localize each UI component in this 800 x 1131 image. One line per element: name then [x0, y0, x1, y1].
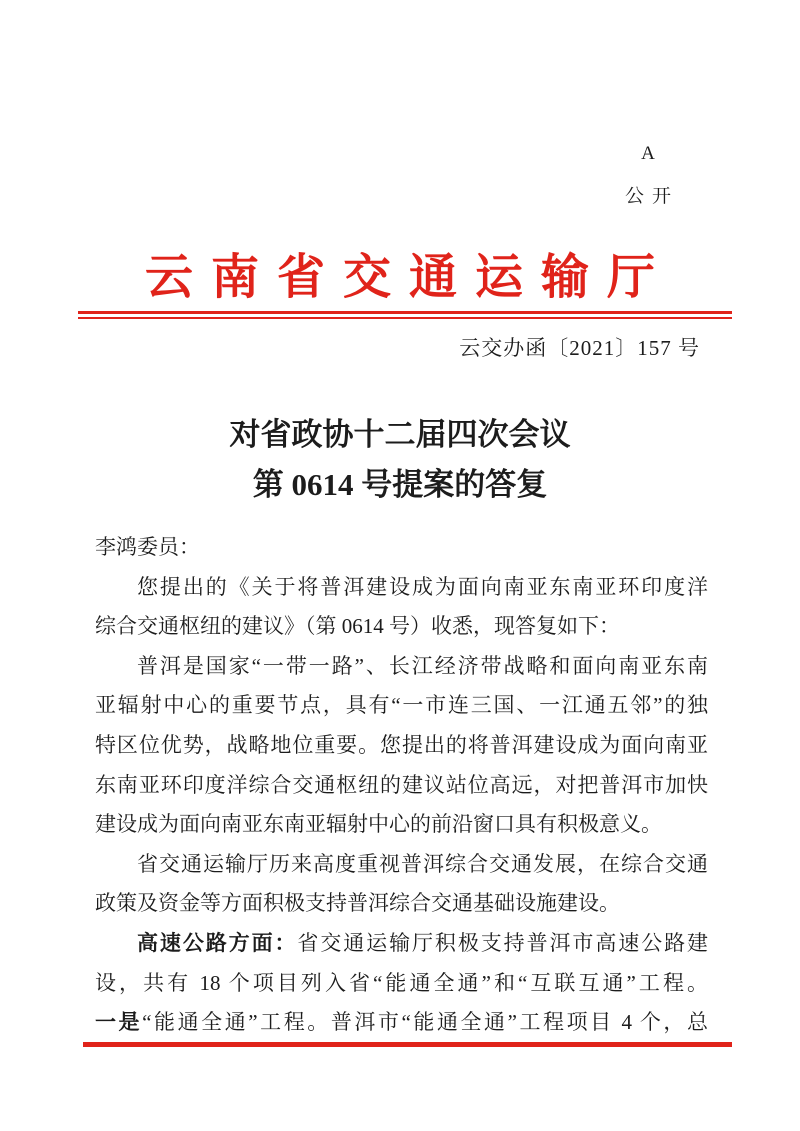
body-line	[95, 964, 708, 1004]
body-text-run: 设，共有 18 个项目列入省“能通全通”和“互联互通”工程。	[95, 970, 708, 995]
body-line	[95, 607, 708, 647]
document-number: 云交办函〔2021〕157 号	[459, 336, 700, 360]
body-line	[95, 805, 708, 845]
body-text-run: “能通全通”工程。普洱市“能通全通”工程项目 4 个，总	[142, 1010, 708, 1035]
body-text-run: 省交通运输厅积极支持普洱市高速公路建	[297, 930, 708, 955]
body-text	[95, 528, 708, 1043]
letterhead-divider	[78, 311, 732, 319]
body-text-run: 普洱是国家“一带一路”、长江经济带战略和面向南亚东南	[137, 653, 708, 678]
classification-marks	[590, 143, 706, 208]
body-text-run: 省交通运输厅历来高度重视普洱综合交通发展，在综合交通	[137, 851, 708, 876]
body-text-run: 亚辐射中心的重要节点，具有“一市连三国、一江通五邻”的独	[95, 693, 708, 718]
security-grade-mark: A	[641, 143, 655, 164]
body-text-run: 建设成为面向南亚东南亚辐射中心的前沿窗口具有积极意义。	[95, 812, 662, 837]
body-line	[95, 1003, 708, 1043]
body-text-bold-run: 一是	[95, 1010, 143, 1035]
body-line	[95, 924, 708, 964]
body-text-bold-run: 高速公路方面：	[137, 930, 298, 955]
body-line	[95, 766, 708, 806]
reply-title-line1: 对省政协十二届四次会议	[229, 417, 571, 452]
body-text-run: 政策及资金等方面积极支持普洱综合交通基础设施建设。	[95, 891, 620, 916]
body-line	[95, 647, 708, 687]
page-bottom-rule	[83, 1042, 732, 1047]
body-text-run: 特区位优势，战略地位重要。您提出的将普洱建设成为面向南亚	[95, 732, 708, 757]
body-line	[95, 845, 708, 885]
agency-letterhead: 云南省交通运输厅	[144, 251, 673, 304]
body-line	[95, 686, 708, 726]
body-text-run: 李鸿委员：	[95, 535, 200, 559]
body-text-run: 东南亚环印度洋综合交通枢纽的建议站位高远，对把普洱市加快	[95, 772, 708, 797]
reply-title	[0, 410, 800, 510]
body-line	[95, 528, 708, 568]
publicity-mark: 公开	[624, 186, 679, 207]
body-line	[95, 884, 708, 924]
reply-title-line2: 第 0614 号提案的答复	[252, 467, 548, 502]
body-text-run: 您提出的《关于将普洱建设成为面向南亚东南亚环印度洋	[137, 574, 708, 599]
body-text-run: 综合交通枢纽的建议》（第 0614 号）收悉，现答复如下：	[95, 614, 620, 639]
body-line	[95, 568, 708, 608]
body-line	[95, 726, 708, 766]
